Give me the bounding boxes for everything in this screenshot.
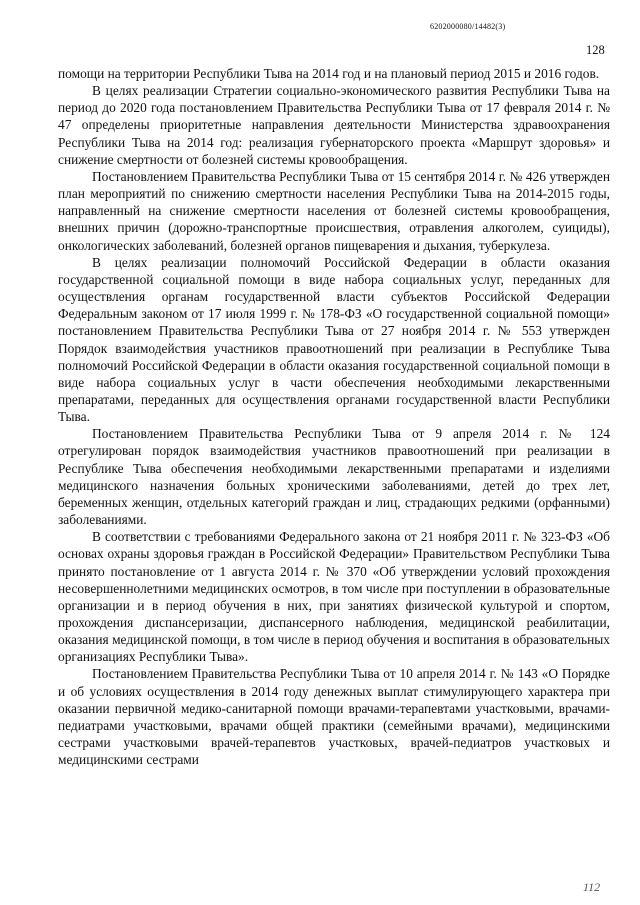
- paragraph-mortality-plan: Постановлением Правительства Республики Тыва от 15 сентября 2014 г. № 426 утвержден план мероприятий по снижению смертности населения Республики Тыва на 2014-2015 годы, направленный на снижение смертности населения от болезней системы кровообращения, внешних причин (дорожно-транспортные происшествия, отравления алкоголем, суициды), онкологических заболеваний, болезней органов пищеварения и дыхания, туберкулеза.: [58, 168, 610, 253]
- document-body: [58, 65, 610, 768]
- paragraph-continuation: помощи на территории Республики Тыва на 2014 год и на плановый период 2015 и 2016 годов.: [58, 66, 600, 81]
- page-number: 128: [586, 43, 605, 57]
- paragraph-social-assistance: В целях реализации полномочий Российской Федерации в области оказания государственной социальной помощи в виде набора социальных услуг, переданных для осуществления органам государственной власти субъектов Российской Федерации Федеральным законом от 17 июля 1999 г. № 178-ФЗ «О государственной социальной помощи» постановлением Правительства Республики Тыва от 27 ноября 2014 г. № 553 утвержден Порядок взаимодействия участников правоотношений при реализации в Республике Тыва полномочий Российской Федерации в области оказания государственной социальной помощи в виде набора социальных услуг в части обеспечения необходимыми лекарственными препаратами, переданных для осуществления органами государственной власти Республики Тыва.: [58, 254, 610, 425]
- paragraph-strategy: В целях реализации Стратегии социально-экономического развития Республики Тыва на период до 2020 года постановлением Правительства Республики Тыва от 17 февраля 2014 г. № 47 определены приоритетные направления деятельности Министерства здравоохранения Республики Тыва на 2014 год: реализация губернаторского проекта «Маршрут здоровья» и снижение смертности от болезней системы кровообращения.: [58, 83, 610, 167]
- paragraph-medications: Постановлением Правительства Республики Тыва от 9 апреля 2014 г. № 124 отрегулирован порядок взаимодействия участников правоотношений при реализации в Республике Тыва обеспечения необходимыми лекарственными препаратами и изделиями медицинского назначения больных хроническими заболеваниями, детей до трех лет, беременных женщин, отдельных категорий граждан и лиц, страдающих редкими (орфанными) заболеваниями.: [58, 426, 610, 528]
- document-code: 6202000080/14482(3): [430, 22, 506, 31]
- paragraph-payments: Постановлением Правительства Республики Тыва от 10 апреля 2014 г. № 143 «О Порядке и об условиях осуществления в 2014 году денежных выплат стимулирующего характера при оказании первичной медико-санитарной помощи врачами-терапевтами участковыми, врачами-педиатрами участковыми, врачами общей практики (семейными врачами), медицинскими сестрами участковыми врачей-терапевтов участковых, врачей-педиатров участковых и медицинскими сестрами: [58, 666, 610, 768]
- handwritten-page-mark: 112: [583, 880, 601, 894]
- paragraph-health-law: В соответствии с требованиями Федерального закона от 21 ноября 2011 г. № 323-ФЗ «Об основах охраны здоровья граждан в Российской Федерации» Правительством Республики Тыва принято постановление от 1 августа 2014 г. № 370 «Об утверждении условий прохождения несовершеннолетними медицинских осмотров, в том числе при поступлении в образовательные организации и в период обучения в них, при занятиях физической культурой и спортом, прохождения диспансеризации, диспансерного наблюдения, медицинской реабилитации, оказания медицинской помощи, в том числе в период обучения и воспитания в образовательных организациях Республики Тыва».: [58, 529, 610, 665]
